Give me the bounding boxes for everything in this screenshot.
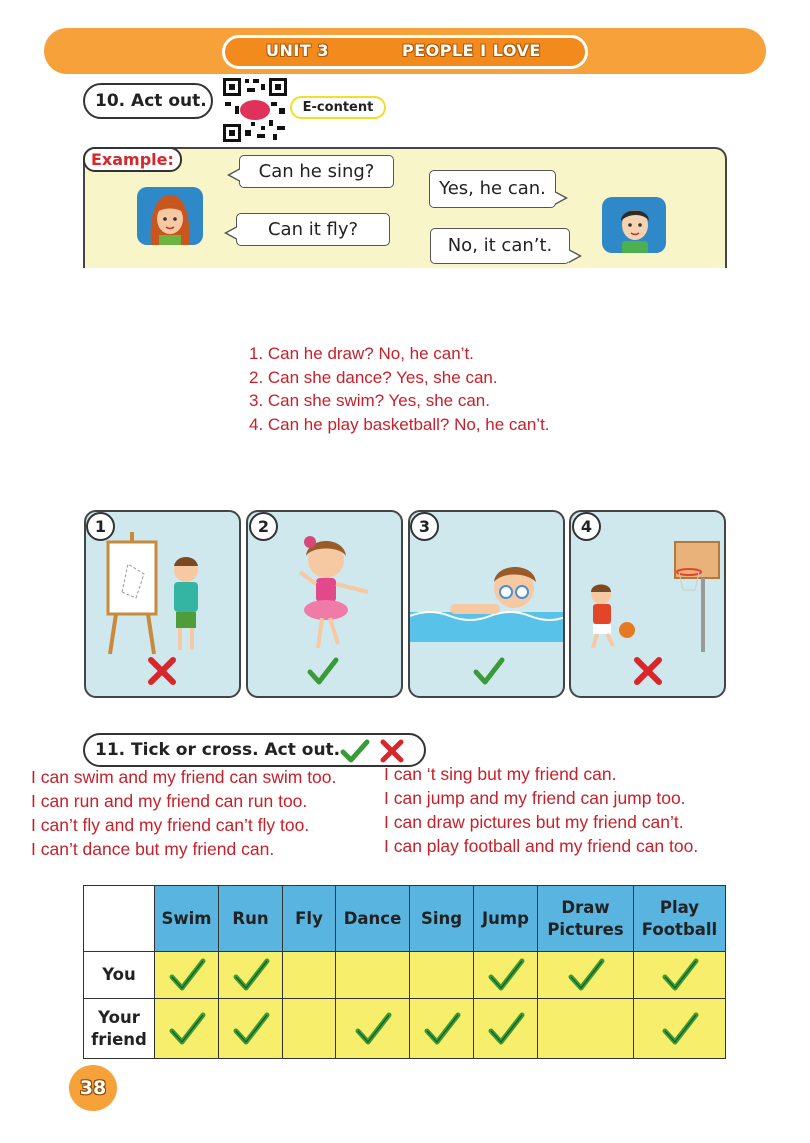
column-header-play-football: Play Football [634, 886, 726, 952]
table-cell[interactable] [410, 999, 474, 1059]
table-cell[interactable] [283, 999, 336, 1059]
tick-icon [566, 955, 606, 995]
exercise-11-answers-left [31, 765, 336, 861]
table-row-you [84, 952, 726, 999]
unit-title: PEOPLE I LOVE [402, 41, 541, 60]
column-header-sing: Sing [410, 886, 474, 952]
tick-icon [486, 1009, 526, 1049]
table-row-your-friend [84, 999, 726, 1059]
answer-line: 1. Can he draw? No, he can’t. [249, 344, 474, 363]
answer-line: I can play football and my friend can too. [384, 836, 699, 856]
answer-line: I can swim and my friend can swim too. [31, 767, 337, 787]
exercise-11-title-text: 11. Tick or cross. Act out. [95, 740, 341, 760]
unit-label: UNIT 3 [266, 41, 329, 60]
tick-icon [660, 1009, 700, 1049]
answer-line: I can’t dance but my friend can. [31, 839, 275, 859]
tick-icon [422, 1009, 462, 1049]
exercise-10-answers [249, 342, 550, 436]
girl-avatar [137, 187, 203, 245]
answer-line: 3. Can she swim? Yes, she can. [249, 391, 490, 410]
answer-line: I can jump and my friend can jump too. [384, 788, 686, 808]
column-header-dance: Dance [336, 886, 410, 952]
girl-face-icon [137, 187, 203, 245]
answer-line: 2. Can she dance? Yes, she can. [249, 367, 498, 387]
tick-icon [231, 955, 271, 995]
tick-icon [167, 955, 207, 995]
speech-bubble-1: Can he sing? [239, 155, 394, 188]
answer-line: I can’t fly and my friend can’t fly too. [31, 815, 310, 835]
table-cell[interactable] [219, 952, 283, 999]
picture-number-1: 1 [86, 512, 115, 541]
speech-bubble-2: Yes, he can. [429, 170, 556, 208]
table-corner [84, 886, 155, 952]
qr-code[interactable] [221, 76, 289, 144]
column-header-run: Run [219, 886, 283, 952]
answer-line: I can ‘t sing but my friend can. [384, 764, 617, 784]
speech-bubble-3: Can it fly? [236, 213, 390, 246]
table-cell[interactable] [474, 952, 538, 999]
exercise-11-title [83, 733, 426, 767]
table-cell[interactable] [474, 999, 538, 1059]
picture-number-4: 4 [572, 512, 601, 541]
column-header-swim: Swim [155, 886, 219, 952]
picture-number-3: 3 [410, 512, 439, 541]
cross-icon [145, 654, 179, 688]
cross-icon [631, 654, 665, 688]
table-cell[interactable] [336, 999, 410, 1059]
tick-icon [231, 1009, 271, 1049]
table-cell[interactable] [155, 999, 219, 1059]
answer-line: 4. Can he play basketball? No, he can’t. [249, 414, 550, 434]
boy-face-icon [602, 197, 666, 253]
table-cell[interactable] [336, 952, 410, 999]
column-header-jump: Jump [474, 886, 538, 952]
tick-icon [486, 955, 526, 995]
qr-code-icon [221, 76, 289, 144]
tick-icon [340, 738, 370, 764]
page-number: 38 [69, 1065, 117, 1111]
tick-icon [353, 1009, 393, 1049]
example-label: Example: [83, 147, 182, 172]
table-cell[interactable] [155, 952, 219, 999]
picture-number-2: 2 [249, 512, 278, 541]
column-header-fly: Fly [283, 886, 336, 952]
table-cell[interactable] [538, 999, 634, 1059]
table-cell[interactable] [283, 952, 336, 999]
row-label-your-friend: Your friend [84, 999, 155, 1059]
answer-line: I can draw pictures but my friend can’t. [384, 812, 684, 832]
cross-icon [378, 738, 406, 764]
e-content-badge[interactable]: E-content [290, 96, 386, 119]
column-header-draw-pictures: Draw Pictures [538, 886, 634, 952]
boy-avatar [602, 197, 666, 253]
table-cell[interactable] [410, 952, 474, 999]
table-cell[interactable] [538, 952, 634, 999]
tick-icon [306, 654, 340, 688]
row-label-you: You [84, 952, 155, 999]
tick-icon [660, 955, 700, 995]
table-cell[interactable] [634, 952, 726, 999]
table-cell[interactable] [634, 999, 726, 1059]
speech-bubble-4: No, it can’t. [430, 228, 570, 264]
answer-line: I can run and my friend can run too. [31, 791, 308, 811]
tick-icon [472, 654, 506, 688]
exercise-11-answers-right [384, 762, 698, 858]
tick-icon [167, 1009, 207, 1049]
abilities-table [83, 885, 726, 1059]
exercise-10-title: 10. Act out. [83, 83, 213, 119]
table-cell[interactable] [219, 999, 283, 1059]
